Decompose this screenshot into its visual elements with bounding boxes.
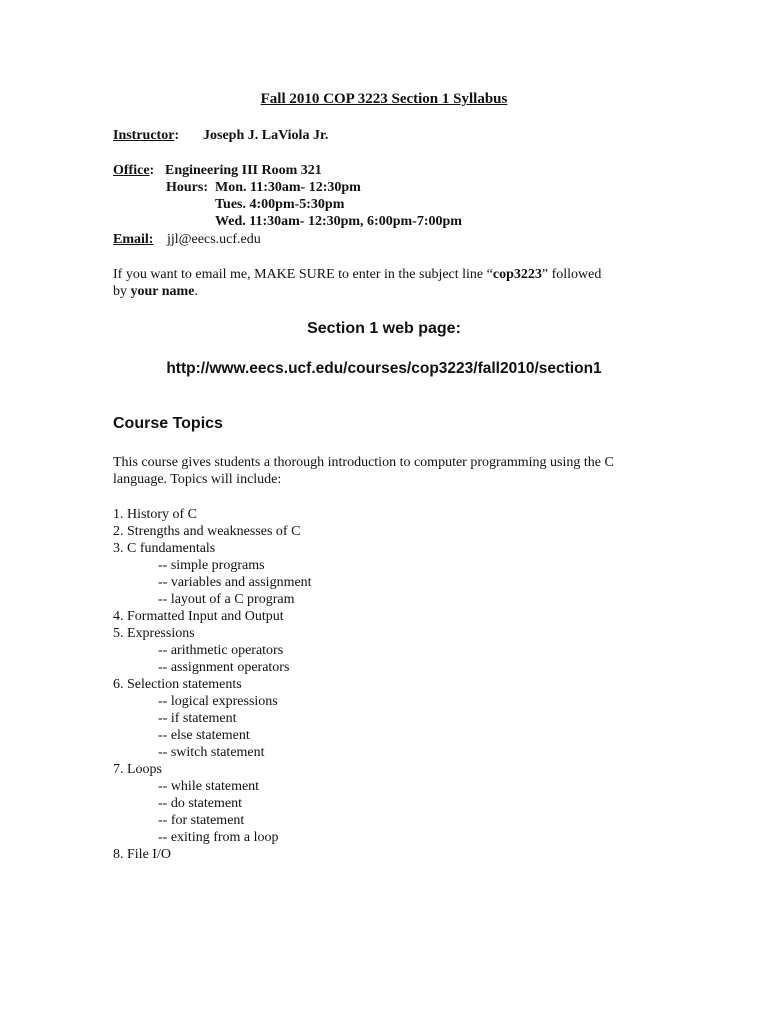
topic-subitem: -- assignment operators xyxy=(158,660,290,675)
web-page-url[interactable]: http://www.eecs.ucf.edu/courses/cop3223/fall2010/section1 xyxy=(166,360,602,377)
topic-item: 4. Formatted Input and Output xyxy=(113,609,284,624)
email-note-text: If you want to email me, MAKE SURE to enter in the subject line “ xyxy=(113,267,493,282)
topic-item: 6. Selection statements xyxy=(113,677,242,692)
web-page-heading: Section 1 web page: xyxy=(307,320,461,337)
instructor-label: Instructor xyxy=(113,128,175,143)
topic-item: 2. Strengths and weaknesses of C xyxy=(113,524,301,539)
topic-subitem: -- simple programs xyxy=(158,558,265,573)
topic-subitem: -- layout of a C program xyxy=(158,592,295,607)
topic-subitem: -- for statement xyxy=(158,813,245,828)
topic-item: 8. File I/O xyxy=(113,847,171,862)
office-hours-wed: Wed. 11:30am- 12:30pm, 6:00pm-7:00pm xyxy=(215,214,462,229)
course-intro-line2: language. Topics will include: xyxy=(113,472,282,487)
office-hours-label: Hours: xyxy=(166,180,208,195)
page-title: Fall 2010 COP 3223 Section 1 Syllabus xyxy=(260,91,508,107)
topic-subitem: -- do statement xyxy=(158,796,242,811)
topic-item: 5. Expressions xyxy=(113,626,195,641)
email-note-period: . xyxy=(194,284,198,299)
instructor-colon: : xyxy=(174,128,180,143)
topic-list xyxy=(113,506,312,863)
course-topics-heading: Course Topics xyxy=(113,415,223,432)
instructor-line xyxy=(113,128,179,144)
office-line xyxy=(113,163,154,179)
instructor-name: Joseph J. LaViola Jr. xyxy=(203,128,329,143)
email-note-line2 xyxy=(113,284,198,300)
email-note-by: by xyxy=(113,284,131,299)
email-address[interactable]: jjl@eecs.ucf.edu xyxy=(167,232,261,247)
office-label: Office xyxy=(113,163,150,178)
office-hours-mon: Mon. 11:30am- 12:30pm xyxy=(215,180,361,195)
office-colon: : xyxy=(149,163,155,178)
email-subject: cop3223 xyxy=(492,267,542,282)
topic-subitem: -- else statement xyxy=(158,728,250,743)
email-your-name: your name xyxy=(130,284,195,299)
email-label: Email: xyxy=(113,232,154,247)
topic-item: 3. C fundamentals xyxy=(113,541,216,556)
office-location: Engineering III Room 321 xyxy=(165,163,322,178)
topic-subitem: -- variables and assignment xyxy=(158,575,312,590)
email-note-text-2: ” followed xyxy=(541,267,602,282)
topic-item: 7. Loops xyxy=(113,762,162,777)
topic-subitem: -- logical expressions xyxy=(158,694,278,709)
topic-subitem: -- arithmetic operators xyxy=(158,643,284,658)
topic-item: 1. History of C xyxy=(113,507,197,522)
topic-subitem: -- switch statement xyxy=(158,745,265,760)
topic-subitem: -- while statement xyxy=(158,779,260,794)
topic-subitem: -- if statement xyxy=(158,711,237,726)
course-intro-line1: This course gives students a thorough introduction to computer programming using the C xyxy=(113,455,614,470)
email-note-line1 xyxy=(113,267,601,283)
office-hours-tues: Tues. 4:00pm-5:30pm xyxy=(215,197,345,212)
topic-subitem: -- exiting from a loop xyxy=(158,830,279,845)
